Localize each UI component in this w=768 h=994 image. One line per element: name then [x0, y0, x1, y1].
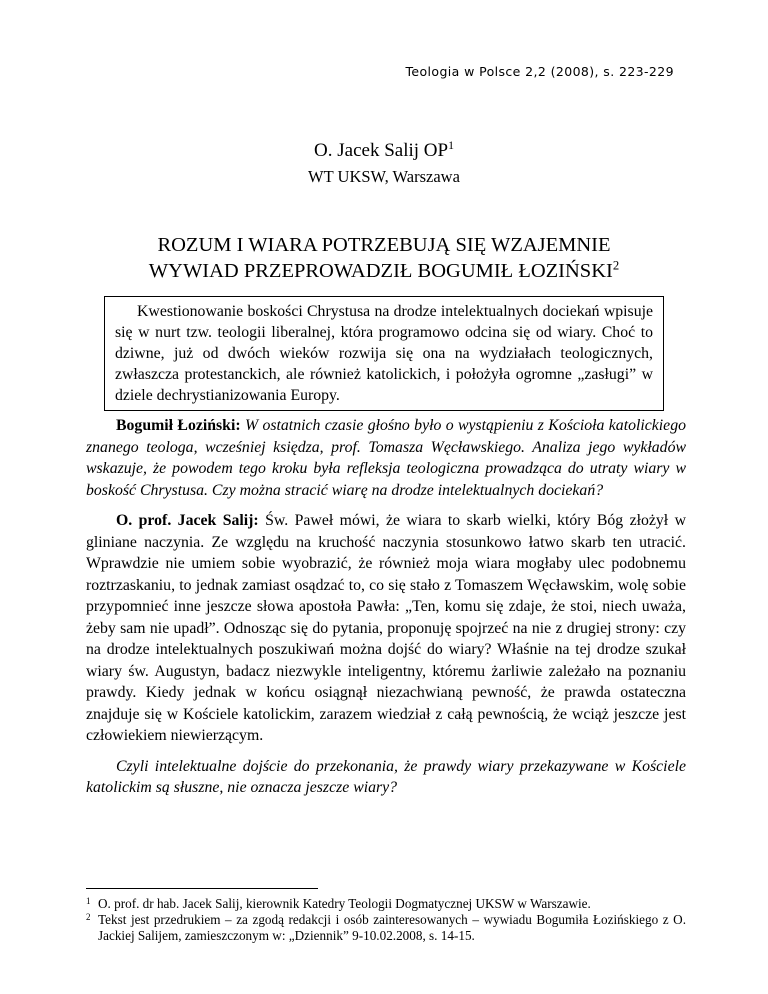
- interview-question-2: [86, 756, 686, 799]
- author-affiliation: WT UKSW, Warszawa: [308, 167, 460, 186]
- abstract-text: Kwestionowanie boskości Chrystusa na drodze intelektualnych dociekań wpisuje się w nurt tzw. teologii liberalnej, która programowo odcina się od wiary. Choć to dziwne, już od dwóch wieków rozwija się ona na wydziałach teologicznych, zwłaszcza protestanckich, ale również katolickich, i położyła ogromne „zasługi” w dziele dechrystianizowania Europy.: [115, 303, 653, 404]
- abstract-box: [104, 296, 664, 411]
- article-title: [0, 232, 768, 284]
- title-footnote-mark: 2: [612, 258, 620, 273]
- journal-reference: Teologia w Polsce 2,2 (2008), s. 223-229: [405, 64, 674, 79]
- footnote-text: O. prof. dr hab. Jacek Salij, kierownik Katedry Teologii Dogmatycznej UKSW w Warszawie.: [98, 896, 591, 911]
- question-text: Czyli intelektualne dojście do przekonania, że prawdy wiary przekazywane w Kościele katolickim są słuszne, nie oznacza jeszcze wiary?: [86, 757, 686, 796]
- title-line-2: [0, 258, 768, 284]
- interview-answer-1: [86, 510, 686, 747]
- footnote-1: [86, 896, 686, 912]
- answer-text: Św. Paweł mówi, że wiara to skarb wielki, który Bóg złożył w gliniane naczynia. Ze względu na kruchość naczynia stosunkowo łatwo skarb ten utracić. Wprawdzie nie umiem sobie wyobrazić, że również moja wiara mogłaby ulec podobnemu roztrzaskaniu, to jednak zamiast osądzać to, co się stało z Tomaszem Węcławskim, wolę sobie przypomnieć inne jeszcze słowa apostoła Pawła: „Ten, komu się zdaje, że stoi, niech uważa, żeby sam nie upadł”. Odnosząc się do pytania, proponuję spojrzeć na nie z drugiej strony: czy na drodze intelektualnych poszukiwań można dojść do wiary? Właśnie na tej drodze szukał wiary św. Augustyn, badacz niezwykle inteligentny, któremu żarliwie zależało na poznaniu prawdy. Kiedy jednak w końcu osiągnął niezachwianą pewność, że prawda ostateczna znajduje się w Kościele katolickim, zarazem wiedział z całą pewnością, że wciąż jeszcze jest człowiekiem niewierzącym.: [86, 512, 687, 744]
- title-line-2-text: WYWIAD PRZEPROWADZIŁ BOGUMIŁ ŁOZIŃSKI: [148, 260, 613, 282]
- author-footnote-mark: 1: [448, 138, 454, 152]
- interview-question-1: [86, 415, 686, 501]
- interview-body: [86, 415, 686, 808]
- speaker-label: Bogumił Łoziński:: [116, 417, 241, 434]
- footnote-separator: [86, 888, 318, 889]
- footnote-number: 2: [86, 912, 91, 922]
- footnote-text: Tekst jest przedrukiem – za zgodą redakcji i osób zainteresowanych – wywiadu Bogumiła Łozińskiego z O. Jackiej Salijem, zamieszczonym w: „Dziennik” 9-10.02.2008, s. 14-15.: [98, 912, 686, 943]
- title-line-1: ROZUM I WIARA POTRZEBUJĄ SIĘ WZAJEMNIE: [157, 234, 611, 256]
- author-name: O. Jacek Salij OP: [314, 140, 449, 161]
- footnotes: [86, 896, 686, 944]
- question-text: W ostatnich czasie głośno było o wystąpieniu z Kościoła katolickiego znanego teologa, wcześniej księdza, prof. Tomasza Węcławskiego. Analiza jego wykładów wskazuje, że powodem tego kroku była refleksja teologiczna prowadząca do utraty wiary w boskość Chrystusa. Czy można stracić wiarę na drodze intelektualnych dociekań?: [86, 417, 686, 499]
- footnote-2: [86, 912, 686, 944]
- speaker-label: O. prof. Jacek Salij:: [116, 512, 259, 529]
- footnote-number: 1: [86, 896, 91, 906]
- author-line: [0, 140, 768, 162]
